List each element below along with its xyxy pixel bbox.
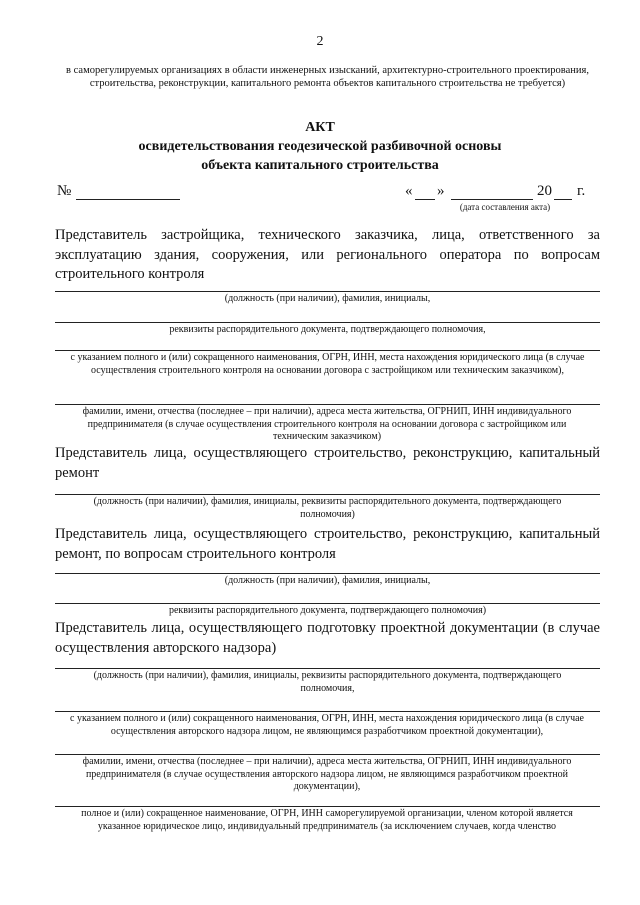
page-number: 2 [316,34,324,49]
section-3-caption-2: реквизиты распорядительного документа, подтверждающего полномочия) [168,605,487,616]
year-suffix: г. [577,183,586,199]
day-field-line[interactable] [415,199,435,200]
section-1-heading: Представитель застройщика, технического заказчика, лица, ответственного за эксплуатацию здания, сооружения, или регионального оператора по вопросам строительного контроля [55,227,600,282]
section-2-heading: Представитель лица, осуществляющего строительство, реконструкцию, капитальный ремонт [55,445,600,481]
section-4-caption-2: с указанием полного и (или) сокращенного наименования, ОГРН, ИНН, места нахождения юридического лица (в случае осуществления авторского надзора лицом, не являющимся разработчиком проектной документации), [70,713,584,737]
section-2-field-1[interactable] [55,494,600,495]
section-1-field-2[interactable] [55,322,600,323]
section-4-field-4[interactable] [55,806,600,807]
section-4-caption-1: (должность (при наличии), фамилия, инициалы, реквизиты распорядительного документа, подтверждающего полномочия, [93,670,562,694]
section-3-field-2[interactable] [55,603,600,604]
section-3-caption-1: (должность (при наличии), фамилия, инициалы, [224,575,431,586]
section-4-field-2[interactable] [55,711,600,712]
section-1-caption-1: (должность (при наличии), фамилия, инициалы, [224,293,431,304]
date-caption: (дата составления акта) [459,202,551,212]
month-field-line[interactable] [451,199,533,200]
section-3-field-1[interactable] [55,573,600,574]
act-subtitle-1: освидетельствования геодезической разбивочной основы [138,139,502,154]
act-title: АКТ [305,120,335,135]
section-1-field-1[interactable] [55,291,600,292]
section-4-caption-4: полное и (или) сокращенное наименование, ОГРН, ИНН саморегулируемой организации, членом которой является указанное юридическое лицо, индивидуальный предприниматель (за исключением случаев, когда членство [81,808,573,832]
top-note: в саморегулируемых организациях в области инженерных изысканий, архитектурно-строительного проектирования, строительства, реконструкции, капитального ремонта объектов капитального строительства не требуется) [66,65,589,89]
section-4-caption-3: фамилии, имени, отчества (последнее – при наличии), адреса места жительства, ОГРНИП, ИНН индивидуального предпринимателя (в случае осуществления авторского надзора лицом, не являющимся разработчиком проектной документации), [82,756,572,792]
number-field-line[interactable] [76,199,180,200]
section-2-caption-1: (должность (при наличии), фамилия, инициалы, реквизиты распорядительного документа, подтверждающего полномочия) [93,496,562,520]
section-4-field-1[interactable] [55,668,600,669]
year-prefix: 20 [537,183,552,199]
section-1-caption-2: реквизиты распорядительного документа, подтверждающего полномочия, [169,324,486,335]
section-1-caption-4: фамилии, имени, отчества (последнее – при наличии), адреса места жительства, ОГРНИП, ИНН индивидуального предпринимателя (в случае осуществления строительного контроля на основании договора с застройщиком или техническим заказчиком) [82,406,572,442]
quote-open: « [405,183,413,199]
act-subtitle-2: объекта капитального строительства [201,158,439,173]
quote-close: » [437,183,445,199]
number-label: № [57,183,72,199]
section-4-field-3[interactable] [55,754,600,755]
section-1-field-4[interactable] [55,404,600,405]
section-1-field-3[interactable] [55,350,600,351]
section-1-caption-3: с указанием полного и (или) сокращенного наименования, ОГРН, ИНН, места нахождения юридического лица (в случае осуществления строительного контроля на основании договора с застройщиком или техническим заказчиком), [70,352,585,376]
section-4-heading: Представитель лица, осуществляющего подготовку проектной документации (в случае осуществления авторского надзора) [55,620,600,656]
section-3-heading: Представитель лица, осуществляющего строительство, реконструкцию, капитальный ремонт, по вопросам строительного контроля [55,526,600,562]
year-field-line[interactable] [554,199,572,200]
